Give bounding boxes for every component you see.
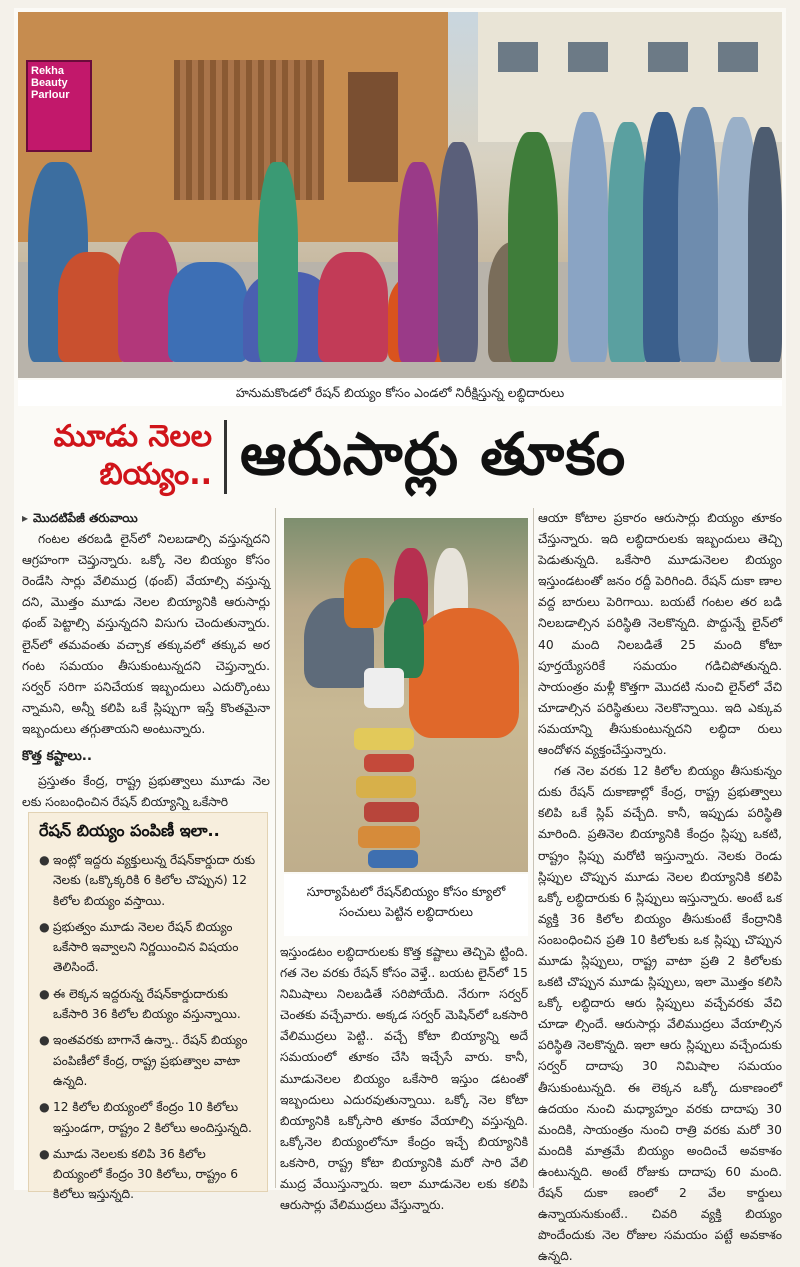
shop-door	[348, 72, 398, 182]
col1-paragraph-1: గంటల తరబడి లైన్‌లో నిలబడాల్సి వస్తున్నదని ఆగ్రహంగా చెప్తున్నారు. ఒక్కో నెల బియ్యం కోసం రెండేసి సార్లు వేలిముద్ర (థంబ్) వేయాల్సి వస్తున్న దని, మొత్తం మూడు నెలల బియ్యానికి ఆరుసార్లు థంబ్ పెట్టాల్సి వస్తున్నదని విసుగు చెందుతున్నారు. లైన్‌లో తమవంతు వచ్చాక తక్కువలో తక్కువ అర గంట సమయం తీసుకుంటున్నదని చెప్తున్నారు. సర్వర్ సరిగా పనిచేయక ఇబ్బందులు ఎదుర్కొంటు న్నామని, అన్నీ కలిపి ఒకే స్లిప్పుగా ఇస్తే కొంతమైనా ఇబ్బందులు తగ్గుతాయని అంటున్నారు.	[22, 532, 270, 736]
kicker-line-1: మూడు నెలల	[53, 419, 212, 454]
bullet-icon: ●	[39, 853, 50, 867]
col3-paragraph-1: ఆయా కోటాల ప్రకారం ఆరుసార్లు బియ్యం తూకం చేస్తున్నారు. ఇది లబ్ధిదారులకు ఇబ్బందులు తెచ్చి పెడుతున్నది. ఒకేసారి మూడునెలల బియ్యం ఇస్తుండటంతో జనం రద్దీ పెరిగింది. రేషన్ దుకా ణాల వద్ద బారులు పెరిగాయి. బయటే గంటల తర బడి నిలబడాల్సిన పరిస్థితి నెలకొన్నది. పొద్దున్నే లైన్‌లో 40 మంది నిలబడితే 25 మంది కోటా పూర్తయ్యేసరికే సమయం గడిచిపోతున్నది. సాయంత్రం మళ్లీ కొత్తగా మొదటి నుంచి లైన్‌లో వేచి చూడాల్సిన పరిస్థితులు నెలకొన్నాయి. ఇది ఎక్కువ సమయాన్ని తీసుకుంటున్నదని లబ్ధిదా రులు ఆందోళన వ్యక్తంచేస్తున్నారు.	[538, 511, 782, 758]
col1-paragraph-2: ప్రస్తుతం కేంద్ర, రాష్ట్ర ప్రభుత్వాలు మూడు నెల లకు సంబంధించిన రేషన్ బియ్యాన్ని ఒకేసారి	[22, 774, 270, 810]
list-item: ● ఇంతవరకు బాగానే ఉన్నా.. రేషన్ బియ్యం పంపిణీలో కేంద్ర, రాష్ట్ర ప్రభుత్వాల వాటా ఉన్నది.	[39, 1030, 257, 1091]
col3-paragraph-2: గత నెల వరకు 12 కిలోల బియ్యం తీసుకున్నం దుకు రేషన్ దుకాణాల్లో కేంద్ర, రాష్ట్ర ప్రభుత్వాలు కలిపి ఒకే స్లిప్ వచ్చేది. కానీ, ఇప్పుడు పరిస్థితి మారింది. ప్రతినెల బియ్యానికి కేంద్రం స్లిప్పు ఒకటి, రాష్ట్రం స్లిప్పు మరోటి ఇస్తున్నారు. నెలకు రెండు స్లిప్పుల చొప్పున మూడు నెలల బియ్యానికి కలిపి ఒక్కో లబ్ధిదారుకు 6 స్లిప్పులు ఇస్తున్నారు. అంటే ఒక వ్యక్తి 36 కిలోల బియ్యం తీసుకుంటే కేంద్రానికి సంబంధించిన ప్రతి 10 కిలోలకు ఒక స్లిప్పు చొప్పున మూడు స్లిప్పులు, రాష్ట్ర వాటా ప్రతి 2 కిలోలకు ఒకటి చొప్పున మూడు స్లిప్పులు, ఇలా మొత్తం కలిసి ఒక్కో లబ్ధిదారు ఆరు స్లిప్పులు వచ్చేవరకు వేచి చూడా ల్సిందే. ఆరుసార్లు వేలిముద్రలు వేయాల్సిన పరిస్థితి నెలకొన్నది. ఇలా ఆరు స్లిప్పులు వచ్చేందుకు సర్వర్ దాదాపు 30 నిమిషాల సమయం తీసుకుంటున్నది. ఈ లెక్కన ఒక్కో దుకాణంలో ఉదయం నుంచి మధ్యాహ్నం వరకు దాదాపు 30 మందికి, సాయంత్రం నుంచి రాత్రి వరకు మరో 30 మందికి మాత్రమే బియ్యం అందించే అవకాశం ఉంటున్నది. అంటే రోజుకు దాదాపు 60 మంది. రేషన్ దుకా ణంలో 2 వేల కార్డులు ఉన్నాయనుకుంటే.. చివరి వ్యక్తి బియ్యం పొందేందుకు నెల రోజుల సమయం పట్టే అవకాశం ఉన్నది.	[538, 764, 782, 1264]
bullet-icon: ●	[39, 1100, 50, 1115]
bullet-icon: ●	[39, 986, 50, 1001]
middle-photo-caption: సూర్యాపేటలో రేషన్‌బియ్యం కోసం క్యూలో సంచులు పెట్టిన లబ్ధిదారులు	[284, 874, 528, 936]
column-rule	[275, 508, 276, 1188]
headline	[18, 410, 782, 502]
newspaper-page	[14, 8, 786, 1264]
list-item: ● ప్రభుత్వం మూడు నెలల రేషన్ బియ్యం ఒకేసారి ఇవ్వాలని నిర్ణయించిన విషయం తెలిసిందే.	[39, 917, 257, 978]
continuation-marker: ▸ మొదటిపేజీ తరువాయి	[22, 511, 138, 525]
list-item: ● మూడు నెలలకు కలిపి 36 కిలోల బియ్యంలో కేంద్రం 30 కిలోలు, రాష్ట్రం 6 కిలోలు ఇస్తున్నది.	[39, 1144, 257, 1205]
list-item: ● 12 కిలోల బియ్యంలో కేంద్రం 10 కిలోలు ఇస్తుండగా, రాష్ట్రం 2 కిలోలు అందిస్తున్నది.	[39, 1097, 257, 1138]
shop-shutter	[174, 60, 324, 200]
info-box	[28, 812, 268, 1202]
info-box-title: రేషన్ బియ్యం పంపిణీ ఇలా..	[39, 821, 220, 840]
info-box-list	[39, 850, 257, 1205]
middle-photo	[284, 518, 528, 872]
bullet-icon: ●	[39, 1146, 50, 1161]
col2-paragraph-1: ఇస్తుండటం లబ్ధిదారులకు కొత్త కష్టాలు తెచ్చిపె ట్టింది. గత నెల వరకు రేషన్ కోసం వెళ్తే.. బయట లైన్‌లో 15 నిమిషాలు నిలబడితే సరిపోయేది. నేరుగా సర్వర్ చెంతకు వచ్చేవారు. అక్కడ సర్వర్ మెషిన్‌లో ఒకసారి వేలిముద్రలు పెట్టి.. వచ్చే కోటా బియ్యాన్ని అదే సమయంలో తూకం చేసి ఇచ్చేసే వారు. కానీ, మూడునెలల బియ్యం ఒకేసారి ఇస్తుం డటంతో ఇబ్బందులు ఎదురవుతున్నాయి. ఒక్కో నెల కోటా బియ్యానికి ఒక్కోసారి తూకం వేయాల్సి వస్తున్నది. ఒక్కోనెల బియ్యంలోనూ కేంద్రం ఇచ్చే బియ్యానికి ఒకసారి, రాష్ట్ర కోటా బియ్యానికి మరో సారి వేలి ముద్ర వేయిస్తున్నారు. ఇలా మూడునెల లకు కలిపి ఆరుసార్లు వేలిముద్రలు వేస్తున్నారు.	[280, 945, 528, 1213]
kicker-line-2: బియ్యం..	[99, 456, 212, 492]
column-rule	[533, 508, 534, 1188]
beauty-parlour-sign	[26, 60, 92, 152]
subhead-new-troubles: కొత్త కష్టాలు..	[22, 748, 93, 765]
list-item: ● ఈ లెక్కన ఇద్దరున్న రేషన్‌కార్డుదారుకు ఒకేసారి 36 కిలోల బియ్యం వస్తున్నాయి.	[39, 984, 257, 1025]
list-item: ● ఇంట్లో ఇద్దరు వ్యక్తులున్న రేషన్‌కార్డుదా రుకు నెలకు (ఒక్కొక్కరికి 6 కిలోల చొప్పున) 12 కిలోల బియ్యం వస్తాయి.	[39, 850, 257, 911]
sign-text: Rekha Beauty Parlour	[31, 65, 70, 102]
column-2	[280, 942, 528, 1216]
triangle-icon: ▸	[22, 511, 29, 525]
column-1	[22, 508, 270, 813]
column-3	[538, 508, 782, 1267]
bullet-icon: ●	[39, 919, 50, 934]
top-photo	[18, 12, 782, 378]
kicker	[32, 418, 212, 493]
main-title: ఆరుసార్లు తూకం	[240, 420, 627, 488]
headline-divider	[224, 420, 227, 494]
bullet-icon: ●	[39, 1033, 50, 1048]
top-photo-caption: హనుమకొండలో రేషన్ బియ్యం కోసం ఎండలో నిరీక్షిస్తున్న లబ్ధిదారులు	[18, 380, 782, 406]
